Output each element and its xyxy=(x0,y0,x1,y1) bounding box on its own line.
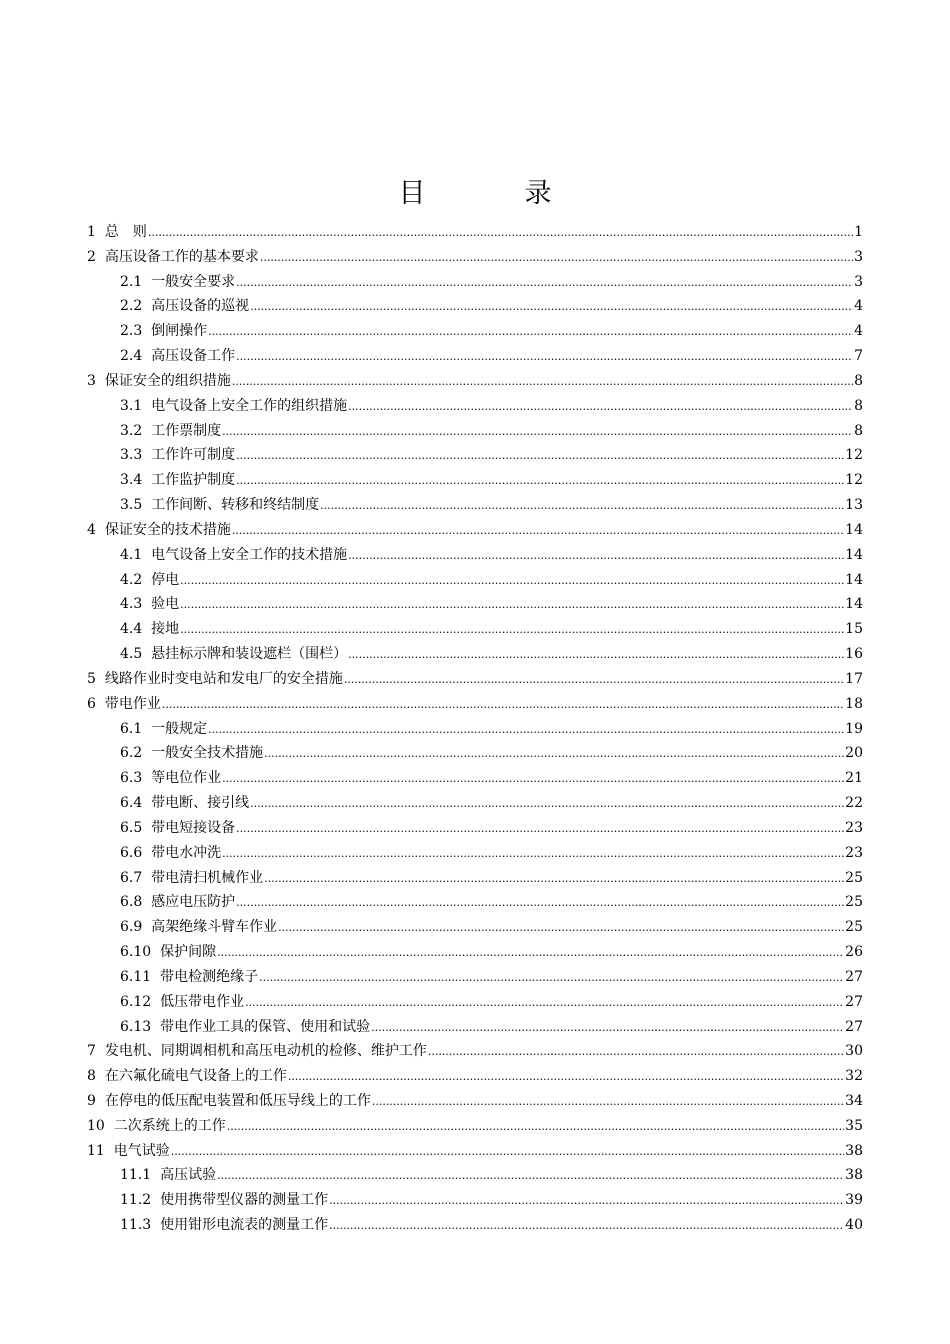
toc-entry[interactable] xyxy=(87,220,863,245)
toc-entry-label: 带电水冲洗 xyxy=(151,844,222,861)
toc-entry[interactable] xyxy=(87,468,863,493)
toc-entry-label: 等电位作业 xyxy=(151,770,222,787)
toc-entry-label: 保证安全的组织措施 xyxy=(104,372,231,389)
toc-entry-page: 8 xyxy=(854,422,863,439)
toc-entry[interactable] xyxy=(87,1015,863,1040)
toc-entry-label: 接地 xyxy=(151,621,180,638)
toc-entry-label: 一般规定 xyxy=(151,720,208,737)
toc-entry-page: 7 xyxy=(854,348,863,365)
toc-entry-label: 带电作业 xyxy=(104,695,161,712)
toc-entry-label: 高架绝缘斗臂车作业 xyxy=(151,919,278,936)
toc-entry[interactable] xyxy=(87,866,863,891)
toc-entry-page: 12 xyxy=(845,447,863,464)
toc-entry-label: 电气设备上安全工作的技术措施 xyxy=(151,546,348,563)
toc-entry-label: 高压设备工作的基本要求 xyxy=(104,248,259,265)
toc-entry-number: 6.9 xyxy=(120,919,143,936)
toc-dot-leader xyxy=(180,617,844,643)
toc-entry-number: 4.3 xyxy=(120,596,143,613)
toc-entry-number: 6 xyxy=(87,695,96,712)
toc-entry-number: 3.1 xyxy=(120,397,143,414)
toc-entry-number: 6.7 xyxy=(120,869,143,886)
toc-dot-leader xyxy=(148,220,853,246)
toc-entry-number: 6.6 xyxy=(120,844,143,861)
toc-entry-page: 8 xyxy=(854,372,863,389)
toc-entry[interactable] xyxy=(87,518,863,543)
toc-entry-label: 带电短接设备 xyxy=(151,819,236,836)
toc-entry[interactable] xyxy=(87,443,863,468)
toc-entry-number: 4.5 xyxy=(120,646,143,663)
toc-entry-page: 23 xyxy=(845,844,863,861)
toc-entry-page: 8 xyxy=(854,397,863,414)
toc-entry-number: 1 xyxy=(87,224,96,240)
toc-entry-number: 6.12 xyxy=(120,993,152,1010)
toc-entry-label: 低压带电作业 xyxy=(160,993,245,1010)
toc-entry-page: 14 xyxy=(845,571,863,588)
toc-entry-page: 20 xyxy=(845,745,863,762)
toc-dot-leader xyxy=(227,1114,844,1140)
toc-entry[interactable] xyxy=(87,965,863,990)
toc-entry-number: 4.4 xyxy=(120,621,143,638)
toc-entry-page: 19 xyxy=(845,720,863,737)
toc-dot-leader xyxy=(264,741,844,767)
toc-entry-page: 39 xyxy=(845,1192,863,1209)
toc-entry-label: 高压试验 xyxy=(160,1167,217,1184)
toc-entry-number: 6.11 xyxy=(120,968,152,985)
toc-entry-label: 停电 xyxy=(151,571,180,588)
toc-dot-leader xyxy=(278,915,844,941)
toc-entry-page: 1 xyxy=(854,224,863,240)
toc-entry-page: 30 xyxy=(845,1043,863,1060)
toc-dot-leader xyxy=(372,1089,844,1115)
toc-entry-label: 一般安全要求 xyxy=(151,273,236,290)
toc-entry-label: 高压设备的巡视 xyxy=(151,298,250,315)
toc-entry-number: 8 xyxy=(87,1068,96,1085)
toc-entry-page: 23 xyxy=(845,819,863,836)
toc-entry[interactable] xyxy=(87,543,863,568)
toc-entry-page: 4 xyxy=(854,298,863,315)
toc-entry-number: 2.1 xyxy=(120,273,143,290)
toc-entry[interactable] xyxy=(87,990,863,1015)
toc-entry-number: 3.4 xyxy=(120,472,143,489)
toc-entry-page: 35 xyxy=(845,1117,863,1134)
toc-entry-number: 6.13 xyxy=(120,1018,152,1035)
toc-entry-number: 6.4 xyxy=(120,795,143,812)
toc-entry-number: 9 xyxy=(87,1092,96,1109)
toc-dot-leader xyxy=(236,443,844,469)
toc-entry-number: 11.2 xyxy=(120,1192,152,1209)
toc-dot-leader xyxy=(348,543,844,569)
toc-dot-leader xyxy=(259,965,844,991)
toc-entry-page: 14 xyxy=(845,546,863,563)
toc-entry[interactable] xyxy=(87,294,863,319)
toc-entry[interactable] xyxy=(87,568,863,593)
toc-dot-leader xyxy=(260,245,853,271)
toc-entry-number: 2.3 xyxy=(120,323,143,340)
toc-entry-label: 保证安全的技术措施 xyxy=(104,521,231,538)
toc-entry-number: 11 xyxy=(87,1142,105,1159)
toc-dot-leader xyxy=(236,468,844,494)
toc-entry-number: 6.5 xyxy=(120,819,143,836)
toc-entry[interactable] xyxy=(87,493,863,518)
toc-entry-page: 38 xyxy=(845,1167,863,1184)
toc-entry[interactable] xyxy=(87,270,863,295)
toc-dot-leader xyxy=(245,990,844,1016)
toc-entry-label: 倒闸操作 xyxy=(151,323,208,340)
toc-entry[interactable] xyxy=(87,617,863,642)
toc-dot-leader xyxy=(222,766,844,792)
toc-entry[interactable] xyxy=(87,592,863,617)
toc-dot-leader xyxy=(236,270,853,296)
toc-dot-leader xyxy=(217,940,844,966)
toc-entry-label: 总 则 xyxy=(104,224,147,240)
toc-entry-page: 16 xyxy=(845,646,863,663)
toc-entry-number: 10 xyxy=(87,1117,105,1134)
toc-entry[interactable] xyxy=(87,717,863,742)
toc-entry-label: 电气设备上安全工作的组织措施 xyxy=(151,397,348,414)
toc-dot-leader xyxy=(348,394,853,420)
toc-dot-leader xyxy=(208,319,853,345)
toc-entry-label: 工作监护制度 xyxy=(151,472,236,489)
toc-entry[interactable] xyxy=(87,1213,863,1238)
toc-entry-label: 验电 xyxy=(151,596,180,613)
toc-dot-leader xyxy=(232,369,853,395)
toc-entry-label: 感应电压防护 xyxy=(151,894,236,911)
toc-entry-label: 电气试验 xyxy=(113,1142,170,1159)
toc-entry-page: 3 xyxy=(854,273,863,290)
toc-dot-leader xyxy=(250,791,844,817)
toc-dot-leader xyxy=(208,717,844,743)
toc-entry[interactable] xyxy=(87,816,863,841)
toc-dot-leader xyxy=(236,890,844,916)
toc-entry[interactable] xyxy=(87,741,863,766)
toc-entry-page: 13 xyxy=(845,497,863,514)
toc-entry[interactable] xyxy=(87,1064,863,1089)
toc-entry[interactable] xyxy=(87,692,863,717)
toc-entry-label: 带电检测绝缘子 xyxy=(160,968,259,985)
toc-entry-label: 线路作业时变电站和发电厂的安全措施 xyxy=(104,670,343,687)
toc-entry-page: 21 xyxy=(845,770,863,787)
toc-entry[interactable] xyxy=(87,1089,863,1114)
toc-entry-page: 14 xyxy=(845,521,863,538)
toc-entry-label: 使用钳形电流表的测量工作 xyxy=(160,1217,329,1234)
toc-dot-leader xyxy=(180,592,844,618)
toc-entry-label: 带电清扫机械作业 xyxy=(151,869,264,886)
toc-entry[interactable] xyxy=(87,245,863,270)
toc-dot-leader xyxy=(329,1213,844,1239)
toc-entry-page: 26 xyxy=(845,944,863,961)
toc-entry-label: 带电断、接引线 xyxy=(151,795,250,812)
toc-entry-number: 5 xyxy=(87,670,96,687)
toc-entry[interactable] xyxy=(87,791,863,816)
toc-entry-label: 一般安全技术措施 xyxy=(151,745,264,762)
toc-entry[interactable] xyxy=(87,344,863,369)
toc-entry-label: 二次系统上的工作 xyxy=(113,1117,226,1134)
toc-entry-page: 18 xyxy=(845,695,863,712)
toc-entry-page: 34 xyxy=(845,1092,863,1109)
toc-entry-page: 27 xyxy=(845,1018,863,1035)
toc-entry-page: 32 xyxy=(845,1068,863,1085)
toc-entry-number: 6.8 xyxy=(120,894,143,911)
toc-entry-number: 4 xyxy=(87,521,96,538)
toc-entry-page: 3 xyxy=(854,248,863,265)
toc-entry-page: 25 xyxy=(845,894,863,911)
toc-dot-leader xyxy=(222,841,844,867)
toc-entry-label: 保护间隙 xyxy=(160,944,217,961)
toc-entry-label: 带电作业工具的保管、使用和试验 xyxy=(160,1018,371,1035)
toc-entry[interactable] xyxy=(87,1114,863,1139)
toc-dot-leader xyxy=(217,1163,844,1189)
toc-entry[interactable] xyxy=(87,1188,863,1213)
toc-dot-leader xyxy=(348,642,844,668)
toc-entry-number: 4.2 xyxy=(120,571,143,588)
toc-entry-number: 4.1 xyxy=(120,546,143,563)
toc-entry-page: 27 xyxy=(845,968,863,985)
toc-entry-page: 38 xyxy=(845,1142,863,1159)
toc-entry-number: 3.3 xyxy=(120,447,143,464)
toc-entry[interactable] xyxy=(87,667,863,692)
toc-entry[interactable] xyxy=(87,1039,863,1064)
toc-entry-number: 11.3 xyxy=(120,1217,152,1234)
toc-dot-leader xyxy=(329,1188,844,1214)
toc-entry-number: 2.2 xyxy=(120,298,143,315)
toc-entry-label: 工作许可制度 xyxy=(151,447,236,464)
toc-entry[interactable] xyxy=(87,1163,863,1188)
toc-entry-page: 27 xyxy=(845,993,863,1010)
toc-entry-number: 3.2 xyxy=(120,422,143,439)
toc-dot-leader xyxy=(428,1039,844,1065)
toc-dot-leader xyxy=(250,294,853,320)
table-of-contents xyxy=(87,220,863,1238)
toc-entry-page: 12 xyxy=(845,472,863,489)
toc-dot-leader xyxy=(264,866,844,892)
toc-entry[interactable] xyxy=(87,319,863,344)
toc-entry-label: 工作票制度 xyxy=(151,422,222,439)
toc-dot-leader xyxy=(236,816,844,842)
toc-entry-page: 17 xyxy=(845,670,863,687)
toc-entry[interactable] xyxy=(87,915,863,940)
toc-dot-leader xyxy=(180,568,844,594)
toc-entry-label: 使用携带型仪器的测量工作 xyxy=(160,1192,329,1209)
toc-entry-page: 15 xyxy=(845,621,863,638)
toc-entry[interactable] xyxy=(87,419,863,444)
toc-entry-label: 在停电的低压配电装置和低压导线上的工作 xyxy=(104,1092,371,1109)
toc-entry-page: 4 xyxy=(854,323,863,340)
toc-entry[interactable] xyxy=(87,940,863,965)
toc-entry-number: 2 xyxy=(87,248,96,265)
toc-entry-label: 高压设备工作 xyxy=(151,348,236,365)
toc-entry-label: 发电机、同期调相机和高压电动机的检修、维护工作 xyxy=(104,1043,427,1060)
toc-entry[interactable] xyxy=(87,890,863,915)
toc-entry-label: 在六氟化硫电气设备上的工作 xyxy=(104,1068,287,1085)
toc-entry-number: 11.1 xyxy=(120,1167,152,1184)
toc-entry-page: 22 xyxy=(845,795,863,812)
toc-dot-leader xyxy=(320,493,844,519)
toc-entry[interactable] xyxy=(87,394,863,419)
toc-entry[interactable] xyxy=(87,369,863,394)
toc-entry-page: 14 xyxy=(845,596,863,613)
toc-dot-leader xyxy=(371,1015,844,1041)
toc-entry[interactable] xyxy=(87,841,863,866)
toc-entry-label: 工作间断、转移和终结制度 xyxy=(151,497,320,514)
toc-entry-number: 3 xyxy=(87,372,96,389)
toc-entry-page: 25 xyxy=(845,869,863,886)
toc-entry-page: 40 xyxy=(845,1217,863,1234)
toc-entry-number: 6.10 xyxy=(120,944,152,961)
toc-dot-leader xyxy=(232,518,844,544)
toc-dot-leader xyxy=(162,692,844,718)
toc-entry-label: 悬挂标示牌和装设遮栏（围栏） xyxy=(151,646,348,663)
toc-entry-number: 2.4 xyxy=(120,348,143,365)
toc-entry[interactable] xyxy=(87,642,863,667)
toc-entry-page: 25 xyxy=(845,919,863,936)
toc-dot-leader xyxy=(288,1064,844,1090)
toc-entry-number: 7 xyxy=(87,1043,96,1060)
toc-dot-leader xyxy=(344,667,844,693)
toc-dot-leader xyxy=(236,344,853,370)
toc-entry[interactable] xyxy=(87,1139,863,1164)
toc-entry[interactable] xyxy=(87,766,863,791)
toc-dot-leader xyxy=(222,419,853,445)
toc-entry-number: 6.2 xyxy=(120,745,143,762)
toc-entry-number: 6.3 xyxy=(120,770,143,787)
page-title: 目 录 xyxy=(398,178,588,209)
toc-entry-number: 3.5 xyxy=(120,497,143,514)
toc-dot-leader xyxy=(171,1139,844,1165)
toc-entry-number: 6.1 xyxy=(120,720,143,737)
